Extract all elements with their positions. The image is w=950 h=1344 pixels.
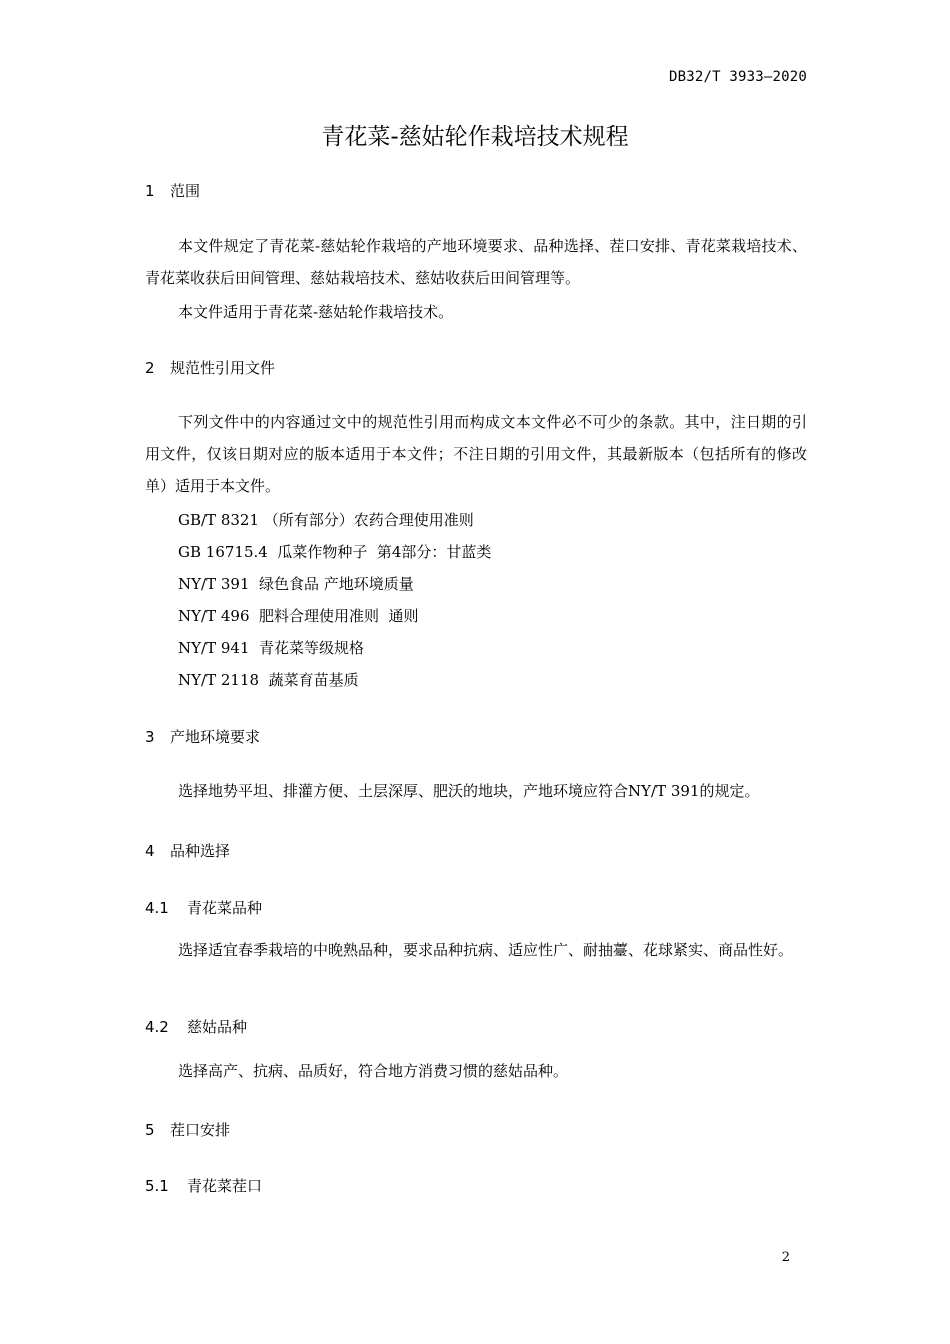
section-number: 3 bbox=[145, 728, 155, 746]
section-4-1-paragraph-1: 选择适宜春季栽培的中晚熟品种，要求品种抗病、适应性广、耐抽薹、花球紧实、商品性好。 bbox=[178, 941, 794, 959]
section-2-paragraph-1: 下列文件中的内容通过文中的规范性引用而构成文本文件必不可少的条款。其中，注日期的引用文件，仅该日期对应的版本适用于本文件；不注日期的引用文件，其最新版本（包括所有的修改单）适用于本文件。 bbox=[145, 413, 807, 495]
section-1-heading bbox=[145, 180, 200, 201]
section-2-heading bbox=[145, 357, 275, 378]
section-title: 茬口安排 bbox=[170, 1121, 231, 1139]
section-number: 4.2 bbox=[145, 1018, 169, 1036]
section-number: 4 bbox=[145, 842, 155, 860]
reference-item: GB/T 8321 （所有部分）农药合理使用准则 bbox=[178, 511, 474, 529]
section-number: 5.1 bbox=[145, 1177, 169, 1195]
reference-item: NY/T 941 青花菜等级规格 bbox=[178, 639, 365, 657]
section-number: 1 bbox=[145, 182, 155, 200]
document-title: 青花菜-慈姑轮作栽培技术规程 bbox=[321, 124, 629, 150]
section-title: 青花菜品种 bbox=[187, 899, 263, 917]
section-title: 产地环境要求 bbox=[170, 728, 261, 746]
section-title: 规范性引用文件 bbox=[170, 359, 276, 377]
reference-item: GB 16715.4 瓜菜作物种子 第4部分：甘蓝类 bbox=[178, 543, 492, 561]
section-title: 品种选择 bbox=[170, 842, 231, 860]
section-4-2-paragraph-1: 选择高产、抗病、品质好，符合地方消费习惯的慈姑品种。 bbox=[178, 1062, 569, 1080]
page-number: 2 bbox=[781, 1250, 790, 1265]
reference-item: NY/T 496 肥料合理使用准则 通则 bbox=[178, 607, 419, 625]
section-number: 4.1 bbox=[145, 899, 169, 917]
section-1-paragraph-1: 本文件规定了青花菜-慈姑轮作栽培的产地环境要求、品种选择、茬口安排、青花菜栽培技术、青花菜收获后田间管理、慈姑栽培技术、慈姑收获后田间管理等。 bbox=[145, 237, 807, 287]
section-3-paragraph-1: 选择地势平坦、排灌方便、土层深厚、肥沃的地块，产地环境应符合NY/T 391的规定。 bbox=[178, 782, 760, 800]
section-3-heading bbox=[145, 726, 260, 747]
section-number: 2 bbox=[145, 359, 155, 377]
section-5-1-heading bbox=[145, 1175, 262, 1196]
section-title: 慈姑品种 bbox=[187, 1018, 248, 1036]
section-4-heading bbox=[145, 840, 230, 861]
section-4-1-heading bbox=[145, 897, 262, 918]
section-4-2-heading bbox=[145, 1016, 247, 1037]
section-1-paragraph-2: 本文件适用于青花菜-慈姑轮作栽培技术。 bbox=[178, 303, 454, 321]
reference-item: NY/T 391 绿色食品 产地环境质量 bbox=[178, 575, 414, 593]
section-title: 范围 bbox=[170, 182, 201, 200]
reference-item: NY/T 2118 蔬菜育苗基质 bbox=[178, 671, 359, 689]
section-title: 青花菜茬口 bbox=[187, 1177, 263, 1195]
section-5-heading bbox=[145, 1119, 230, 1140]
standard-code: DB32/T 3933—2020 bbox=[668, 69, 807, 85]
section-number: 5 bbox=[145, 1121, 155, 1139]
